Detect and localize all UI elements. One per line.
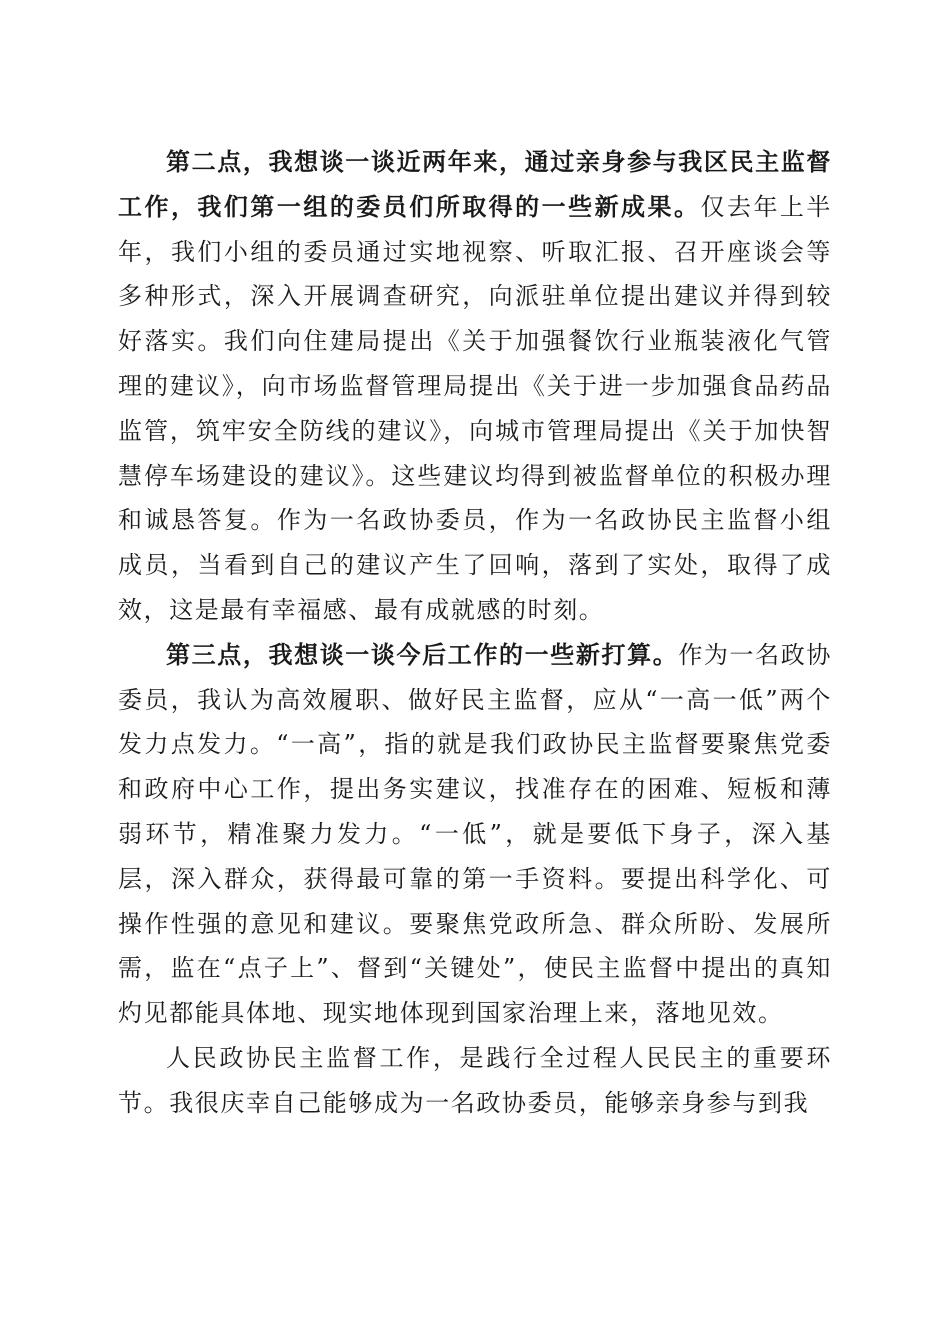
paragraph-third-point bbox=[118, 633, 832, 1036]
paragraph-closing bbox=[118, 1036, 832, 1126]
paragraph-body: 人民政协民主监督工作，是践行全过程人民民主的重要环节。我很庆幸自己能够成为一名政协委员，能够亲身参与到我 bbox=[118, 1043, 832, 1117]
paragraph-body: 作为一名政协委员，我认为高效履职、做好民主监督，应从“一高一低”两个发力点发力。“一高”，指的就是我们政协民主监督要聚焦党委和政府中心工作，提出务实建议，找准存在的困难、短板和薄弱环节，精准聚力发力。“一低”，就是要低下身子，深入基层，深入群众，获得最可靠的第一手资料。要提出科学化、可操作性强的意见和建议。要聚焦党政所急、群众所盼、发展所需，监在“点子上”、督到“关键处”，使民主监督中提出的真知灼见都能具体地、现实地体现到国家治理上来，落地见效。 bbox=[118, 640, 832, 1028]
paragraph-lead: 第二点，我想谈一谈近两年来，通过亲身参与我区民主监督工作，我们第一组的委员们所取得的一些新成果。 bbox=[118, 147, 832, 221]
paragraph-lead: 第三点，我想谈一谈今后工作的一些新打算。 bbox=[166, 639, 679, 669]
document-page bbox=[118, 140, 832, 1126]
paragraph-body: 仅去年上半年，我们小组的委员通过实地视察、听取汇报、召开座谈会等多种形式，深入开展调查研究，向派驻单位提出建议并得到较好落实。我们向住建局提出《关于加强餐饮行业瓶装液化气管理的建议》，向市场监督管理局提出《关于进一步加强食品药品监管，筑牢安全防线的建议》，向城市管理局提出《关于加快智慧停车场建设的建议》。这些建议均得到被监督单位的积极办理和诚恳答复。作为一名政协委员，作为一名政协民主监督小组成员，当看到自己的建议产生了回响，落到了实处，取得了成效，这是最有幸福感、最有成就感的时刻。 bbox=[118, 192, 833, 624]
paragraph-second-point bbox=[118, 140, 832, 633]
